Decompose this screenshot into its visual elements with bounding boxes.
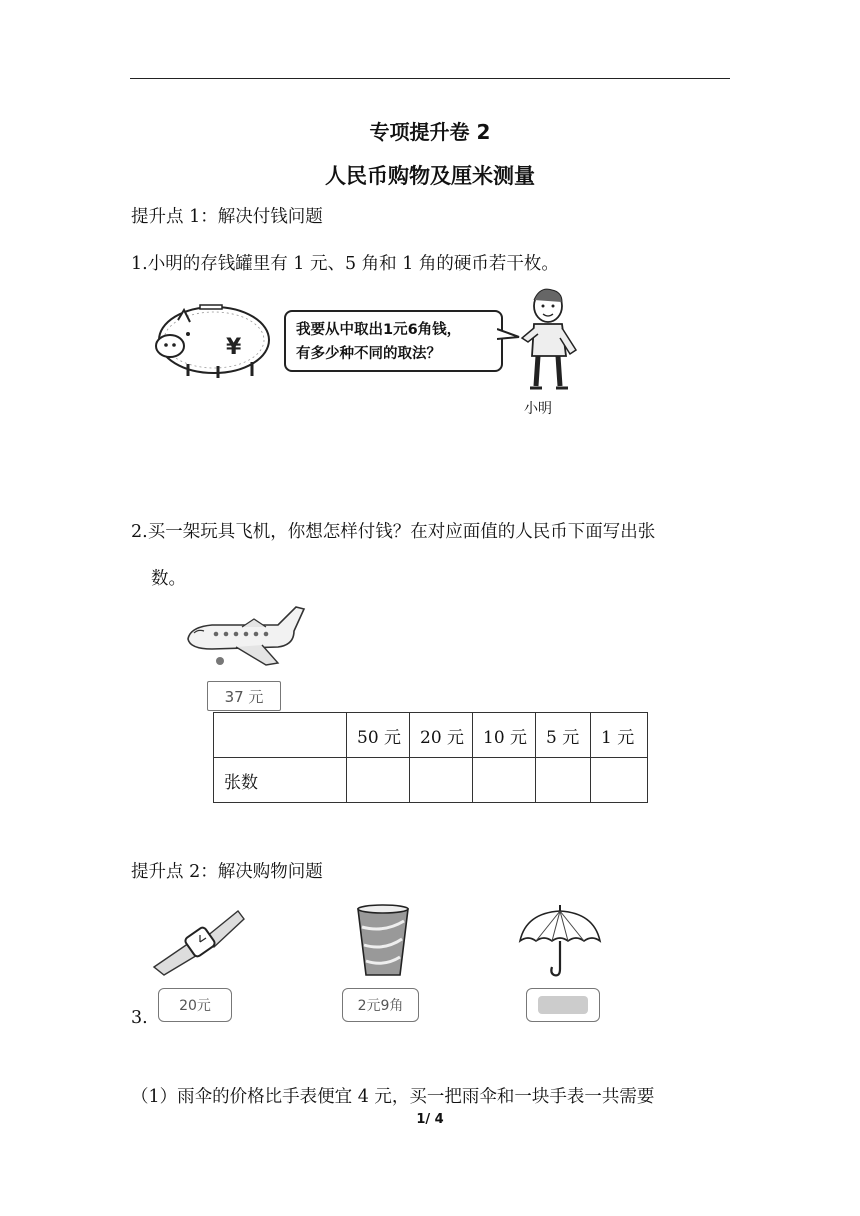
header-rule	[130, 78, 730, 79]
boy-label: 小明	[524, 401, 552, 417]
answer-cell[interactable]	[347, 758, 410, 803]
piggy-bank-image	[148, 296, 272, 380]
price-smudge	[538, 996, 588, 1014]
umbrella-price-tag-hidden	[526, 988, 600, 1022]
table-header-cell: 20 元	[410, 713, 473, 758]
watch-image	[150, 905, 246, 977]
section-heading-1: 提升点 1：解决付钱问题	[131, 207, 323, 227]
payment-table	[213, 712, 648, 803]
umbrella-image	[518, 903, 602, 979]
table-header-cell	[214, 713, 347, 758]
answer-cell[interactable]	[410, 758, 473, 803]
page-number: 1/ 4	[416, 1112, 444, 1127]
table-row	[214, 758, 648, 803]
bubble-line-2: 有多少种不同的取法？	[296, 346, 441, 362]
speech-bubble	[284, 310, 503, 372]
toy-airplane-image	[182, 603, 306, 671]
question-2-text-line2: 数。	[151, 569, 186, 589]
answer-cell[interactable]	[473, 758, 536, 803]
table-header-cell: 50 元	[347, 713, 410, 758]
answer-cell[interactable]	[536, 758, 591, 803]
cup-price-tag: 2元9角	[342, 988, 419, 1022]
question-3-number: 3.	[131, 1008, 148, 1028]
airplane-price-tag: 37 元	[207, 681, 281, 711]
page-subtitle: 人民币购物及厘米测量	[325, 164, 535, 188]
table-header-cell: 1 元	[591, 713, 648, 758]
table-header-cell: 10 元	[473, 713, 536, 758]
question-1-text: 1.小明的存钱罐里有 1 元、5 角和 1 角的硬币若干枚。	[131, 254, 559, 274]
question-3-sub1: （1）雨伞的价格比手表便宜 4 元，买一把雨伞和一块手表一共需要	[131, 1087, 655, 1107]
page-title: 专项提升卷 2	[369, 120, 491, 144]
table-header-cell: 5 元	[536, 713, 591, 758]
watch-price-tag: 20元	[158, 988, 232, 1022]
table-row-label: 张数	[214, 758, 347, 803]
svg-text:¥: ¥	[226, 335, 242, 360]
table-header-row	[214, 713, 648, 758]
section-heading-2: 提升点 2：解决购物问题	[131, 862, 323, 882]
cup-image	[354, 903, 412, 979]
boy-xiaoming-image	[512, 284, 584, 396]
answer-cell[interactable]	[591, 758, 648, 803]
bubble-line-1: 我要从中取出1元6角钱，	[296, 322, 462, 338]
question-2-text-line1: 2.买一架玩具飞机，你想怎样付钱？在对应面值的人民币下面写出张	[131, 522, 656, 542]
